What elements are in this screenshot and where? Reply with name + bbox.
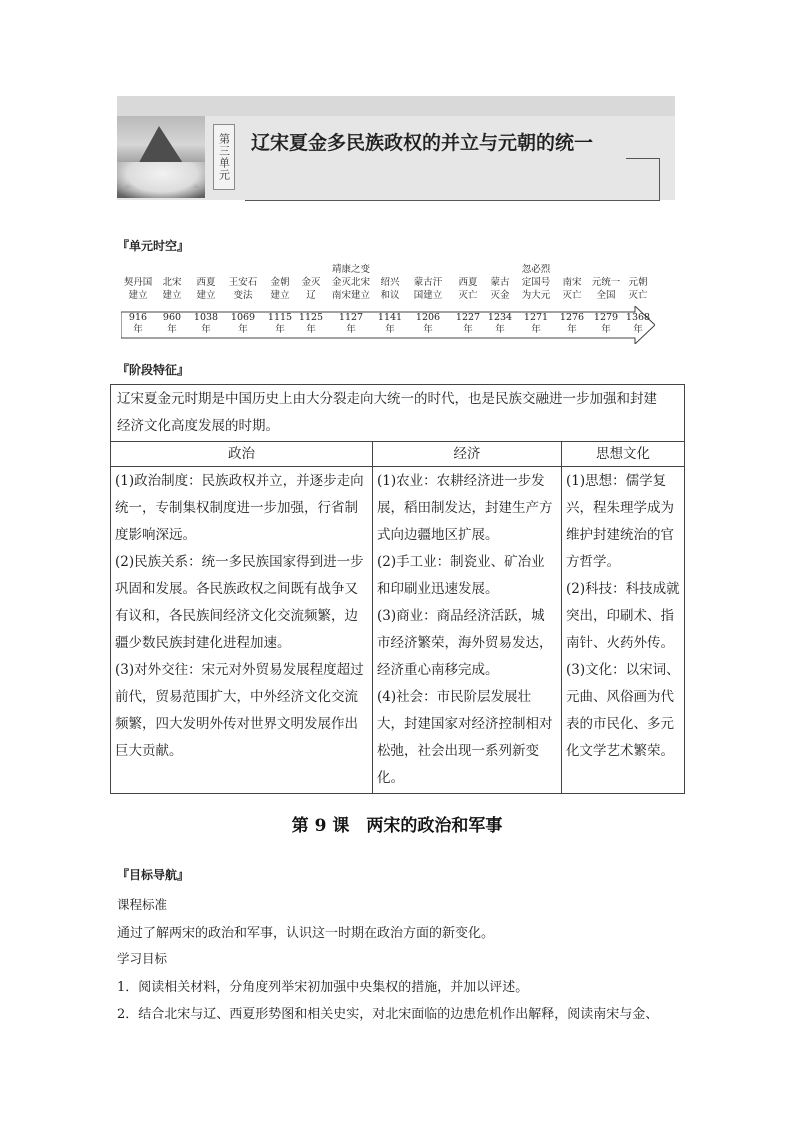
timeline-year-label: 960 年 [162,312,182,335]
timeline-event-label: 西夏 灭亡 [458,277,478,301]
timeline-year-label: 1279 年 [593,312,619,335]
section-tag-timespace: 『单元时空』 [117,239,190,253]
header-culture: 思想文化 [562,442,685,467]
timeline-event-label: 金朝 建立 [270,277,290,301]
politics-item: (3)对外交往：宋元对外贸易发展程度超过前代，贸易范围扩大，中外经济文化交流频繁，四大发明外传对世界文明发展作出巨大贡献。 [115,662,364,759]
timeline-year-label: 1271 年 [523,312,549,335]
bracket-line-top [626,158,660,159]
timeline-event-label: 元朝 灭亡 [628,277,648,301]
politics-cell [111,467,373,794]
learning-goal-1: 1．阅读相关材料，分角度列举宋初加强中央集权的措施，并加以评述。 [117,980,529,995]
lesson-title: 第 9 课 两宋的政治和军事 [291,816,503,836]
timeline-event-label: 西夏 建立 [196,277,216,301]
header-economy: 经济 [373,442,562,467]
economy-item: (1)农业：农耕经济进一步发展，稻田制发达，封建生产方式向边疆地区扩展。 [377,473,553,543]
culture-item: (3)文化：以宋词、元曲、风俗画为代表的市民化、多元化文学艺术繁荣。 [566,662,680,759]
timeline-event-label: 靖康之变 金灭北宋 南宋建立 [331,264,371,301]
economy-item: (3)商业：商品经济活跃，城市经济繁荣，海外贸易发达，经济重心南移完成。 [377,608,553,678]
bracket-line-bottom [245,200,660,201]
timeline-year-label: 1276 年 [559,312,585,335]
culture-cell [562,467,685,794]
timeline-event-label: 金灭 辽 [301,277,321,301]
table-intro-line-2: 经济文化高度发展的时期。 [117,418,279,434]
timeline-year-label: 1368 年 [625,312,651,335]
learning-goal-2: 2．结合北宋与辽、西夏形势图和相关史实，对北宋面临的边患危机作出解释，阅读南宋与金、 [117,1007,659,1022]
banner-top-strip [117,96,675,116]
timeline-year-label: 916 年 [128,312,148,335]
header-politics: 政治 [111,442,373,467]
politics-item: (2)民族关系：统一多民族国家得到进一步巩固和发展。各民族政权之间既有战争又有议和，各民族间经济文化交流频繁，边疆少数民族封建化进程加速。 [115,554,364,651]
politics-item: (1)政治制度：民族政权并立，并逐步走向统一，专制集权制度进一步加强，行省制度影响深远。 [115,473,364,543]
unit-badge: 第三单元 [213,124,235,190]
cloud-shape [117,162,205,198]
timeline-event-label: 忽必烈 定国号 为大元 [521,264,551,301]
timeline-event-label: 绍兴 和议 [380,277,400,301]
table-intro-line-1: 辽宋夏金元时期是中国历史上由大分裂走向大统一的时代，也是民族交融进一步加强和封建 [117,391,657,407]
timeline-year-label: 1127 年 [338,312,364,335]
timeline-year-label: 1125 年 [298,312,324,335]
timeline-year-label: 1227 年 [455,312,481,335]
timeline-year-label: 1234 年 [487,312,513,335]
table-content-row [111,467,685,794]
stage-features-table [110,384,685,794]
culture-item: (1)思想：儒学复兴，程朱理学成为维护封建统治的官方哲学。 [566,473,674,570]
economy-item: (2)手工业：制瓷业、矿冶业和印刷业迅速发展。 [377,554,545,597]
learning-goals-heading: 学习目标 [117,951,168,966]
timeline-event-label: 南宋 灭亡 [562,277,582,301]
timeline-year-label: 1069 年 [230,312,256,335]
section-tag-nav: 『目标导航』 [117,868,190,882]
timeline-event-label: 王安石 变法 [228,277,258,301]
timeline-event-label: 北宋 建立 [162,277,182,301]
timeline-event-label: 元统一 全国 [591,277,621,301]
table-header-row [111,442,685,467]
section-tag-features: 『阶段特征』 [117,363,190,377]
economy-cell [373,467,562,794]
timeline-event-label: 契丹国 建立 [123,277,153,301]
course-standard-text: 通过了解两宋的政治和军事，认识这一时期在政治方面的新变化。 [117,926,495,941]
timeline-year-label: 1115 年 [267,312,293,335]
table-intro-row [111,385,685,442]
culture-item: (2)科技：科技成就突出，印刷术、指南针、火药外传。 [566,581,680,651]
bracket-line-right [659,158,660,201]
timeline-event-label: 蒙古汗 国建立 [413,277,443,301]
course-standard-heading: 课程标准 [117,897,168,912]
timeline-year-label: 1206 年 [415,312,441,335]
table-intro-cell [111,385,685,442]
mountain-cloud-image [117,116,205,198]
timeline-year-label: 1141 年 [377,312,403,335]
economy-item: (4)社会：市民阶层发展壮大，封建国家对经济控制相对松弛，社会出现一系列新变化。 [377,689,553,786]
timeline-year-label: 1038 年 [193,312,219,335]
timeline-event-label: 蒙古 灭金 [490,277,510,301]
unit-title: 辽宋夏金多民族政权的并立与元朝的统一 [251,132,594,154]
